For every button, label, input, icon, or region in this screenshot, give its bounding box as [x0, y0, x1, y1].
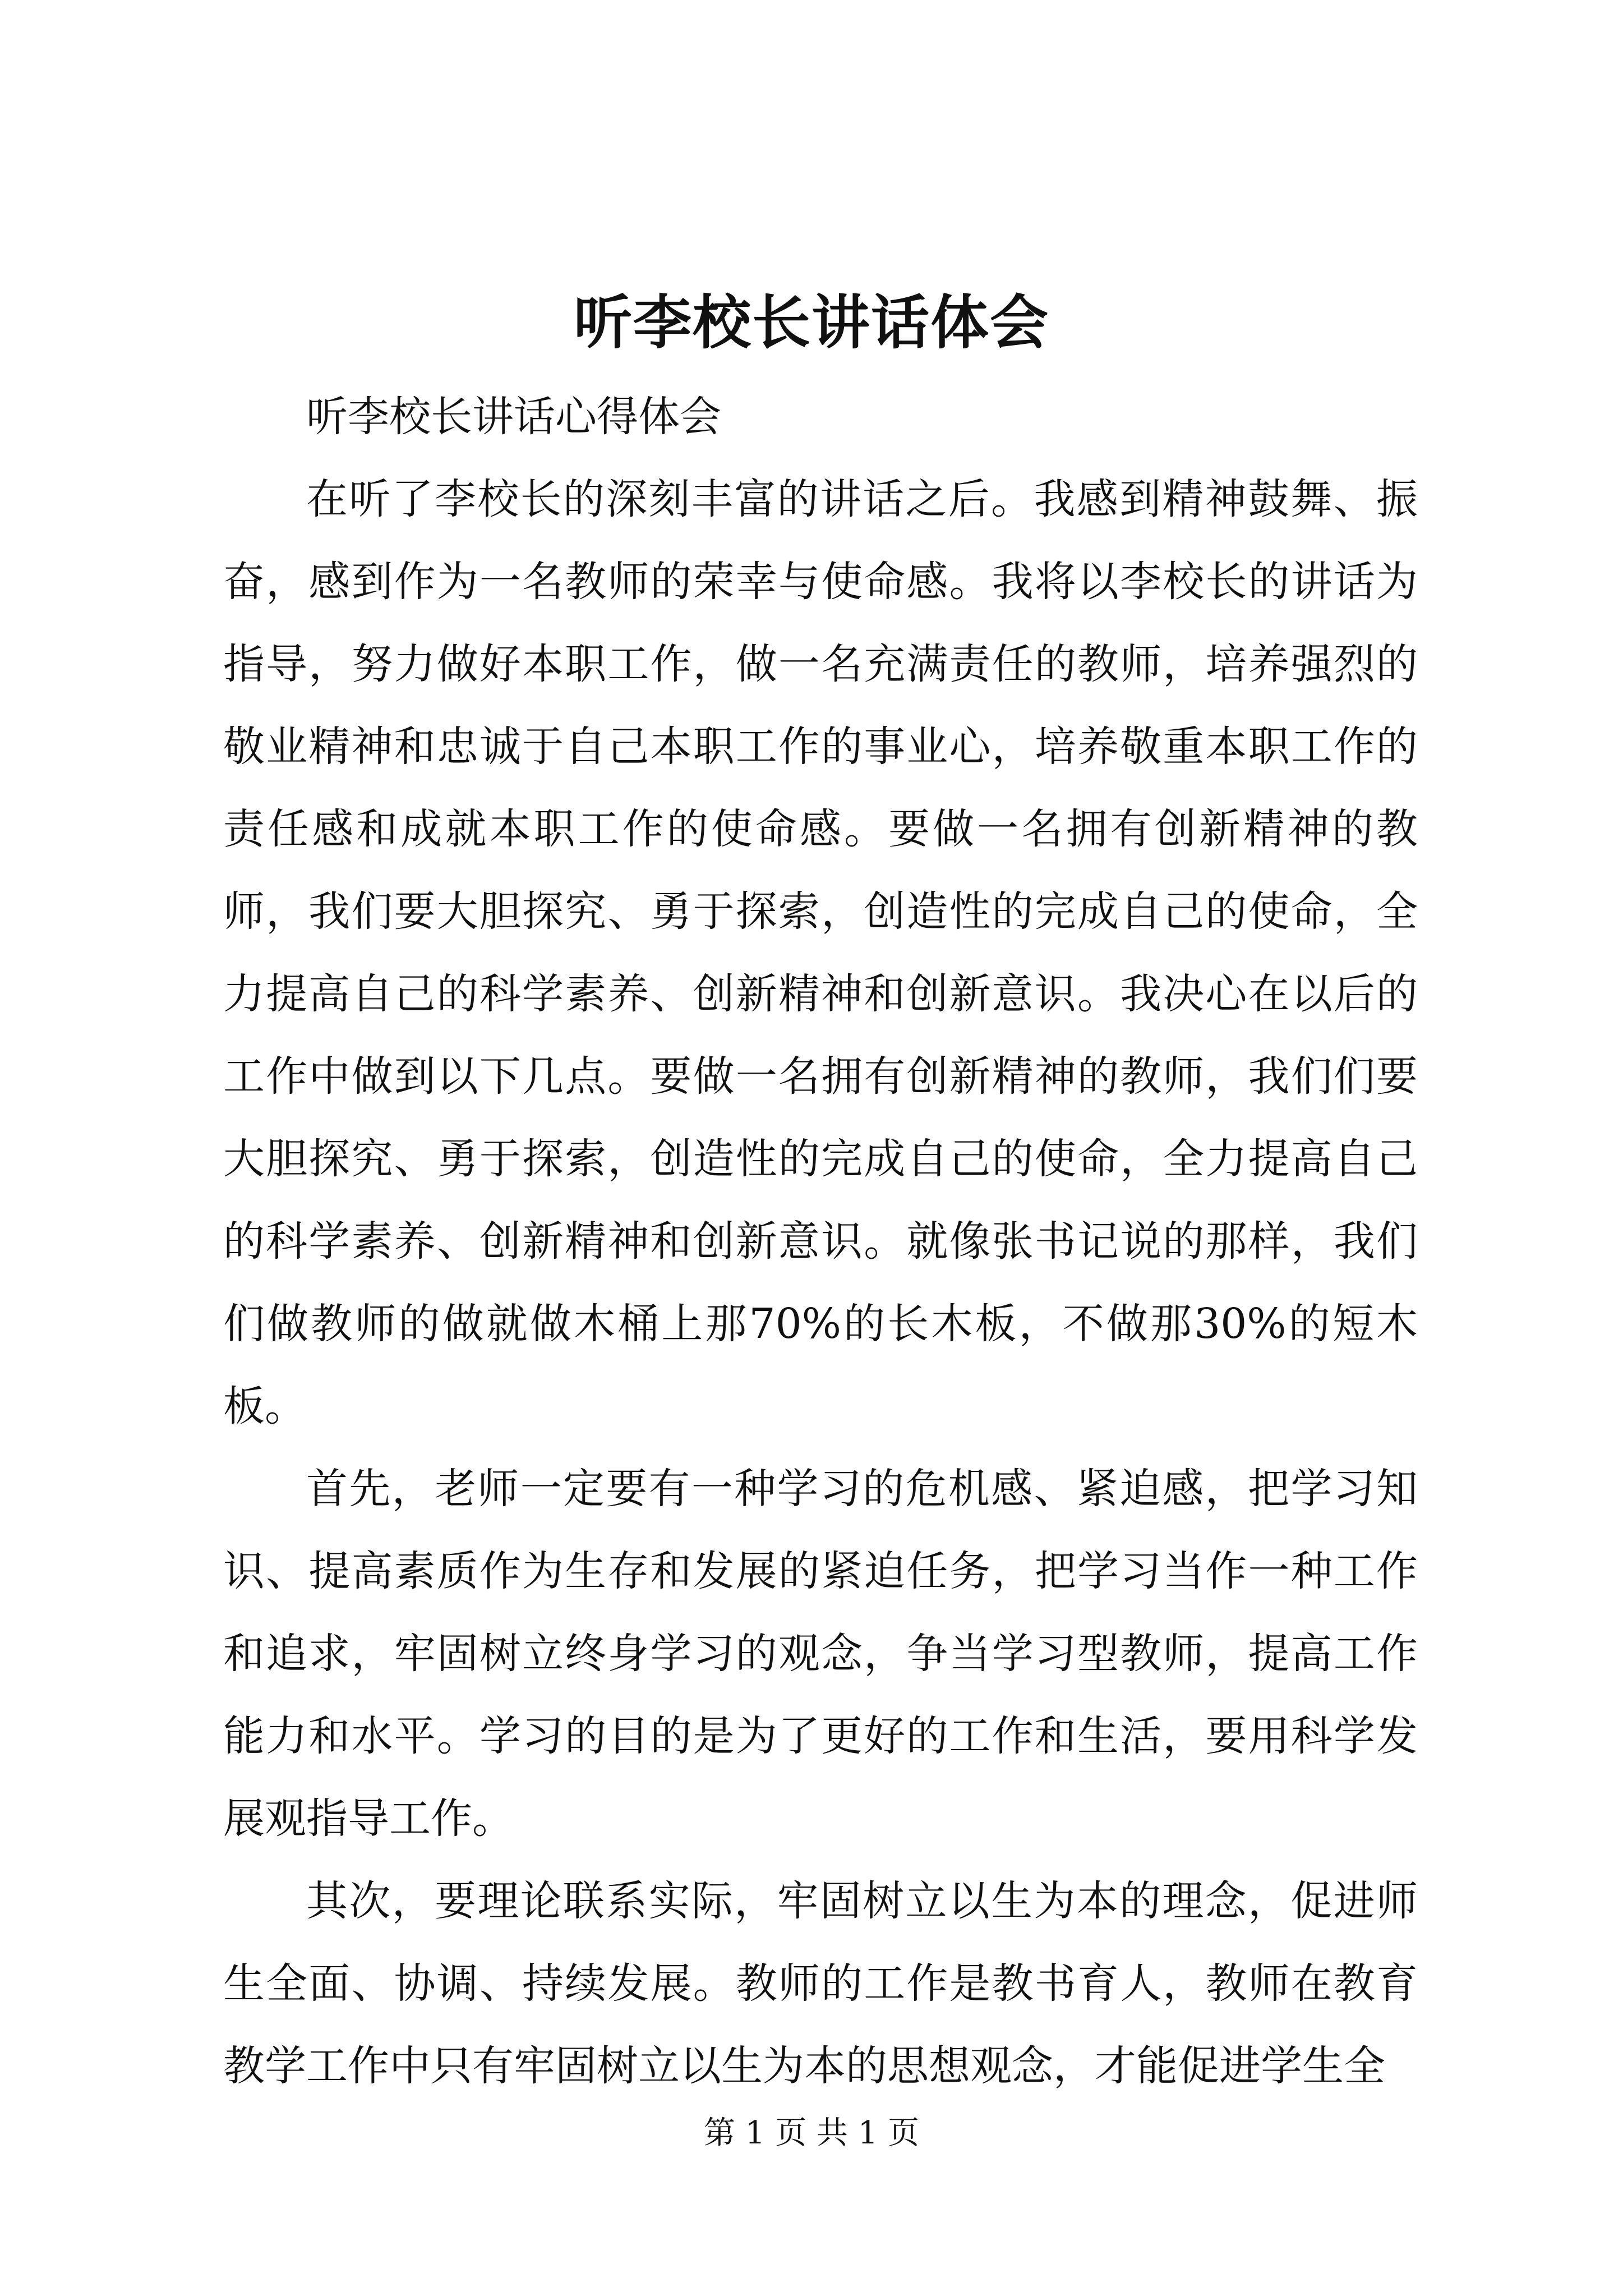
body-paragraph: 其次，要理论联系实际，牢固树立以生为本的理念，促进师生全面、协调、持续发展。教师的工作是教书育人，教师在教育教学工作中只有牢固树立以生为本的思想观念，才能促进学生全 — [223, 1877, 1418, 2090]
page-number-footer: 第 1 页 共 1 页 — [703, 2115, 920, 2151]
body-paragraph: 首先，老师一定要有一种学习的危机感、紧迫感，把学习知识、提高素质作为生存和发展的紧迫任务，把学习当作一种工作和追求，牢固树立终身学习的观念，争当学习型教师，提高工作能力和水平。学习的目的是为了更好的工作和生活，要用科学发展观指导工作。 — [223, 1465, 1418, 1843]
body-paragraph: 在听了李校长的深刻丰富的讲话之后。我感到精神鼓舞、振奋，感到作为一名教师的荣幸与使命感。我将以李校长的讲话为指导，努力做好本职工作，做一名充满责任的教师，培养强烈的敬业精神和忠诚于自己本职工作的事业心，培养敬重本职工作的责任感和成就本职工作的使命感。要做一名拥有创新精神的教师，我们要大胆探究、勇于探索，创造性的完成自己的使命，全力提高自己的科学素养、创新精神和创新意识。我决心在以后的工作中做到以下几点。要做一名拥有创新精神的教师，我们们要大胆探究、勇于探索，创造性的完成自己的使命，全力提高自己的科学素养、创新精神和创新意识。就像张书记说的那样，我们们做教师的做就做木桶上那70%的长木板，不做那30%的短木板。 — [223, 475, 1418, 1430]
document-body — [223, 376, 1418, 2108]
document-subtitle: 听李校长讲话心得体会 — [306, 393, 721, 441]
document-title: 听李校长讲话体会 — [573, 288, 1049, 357]
